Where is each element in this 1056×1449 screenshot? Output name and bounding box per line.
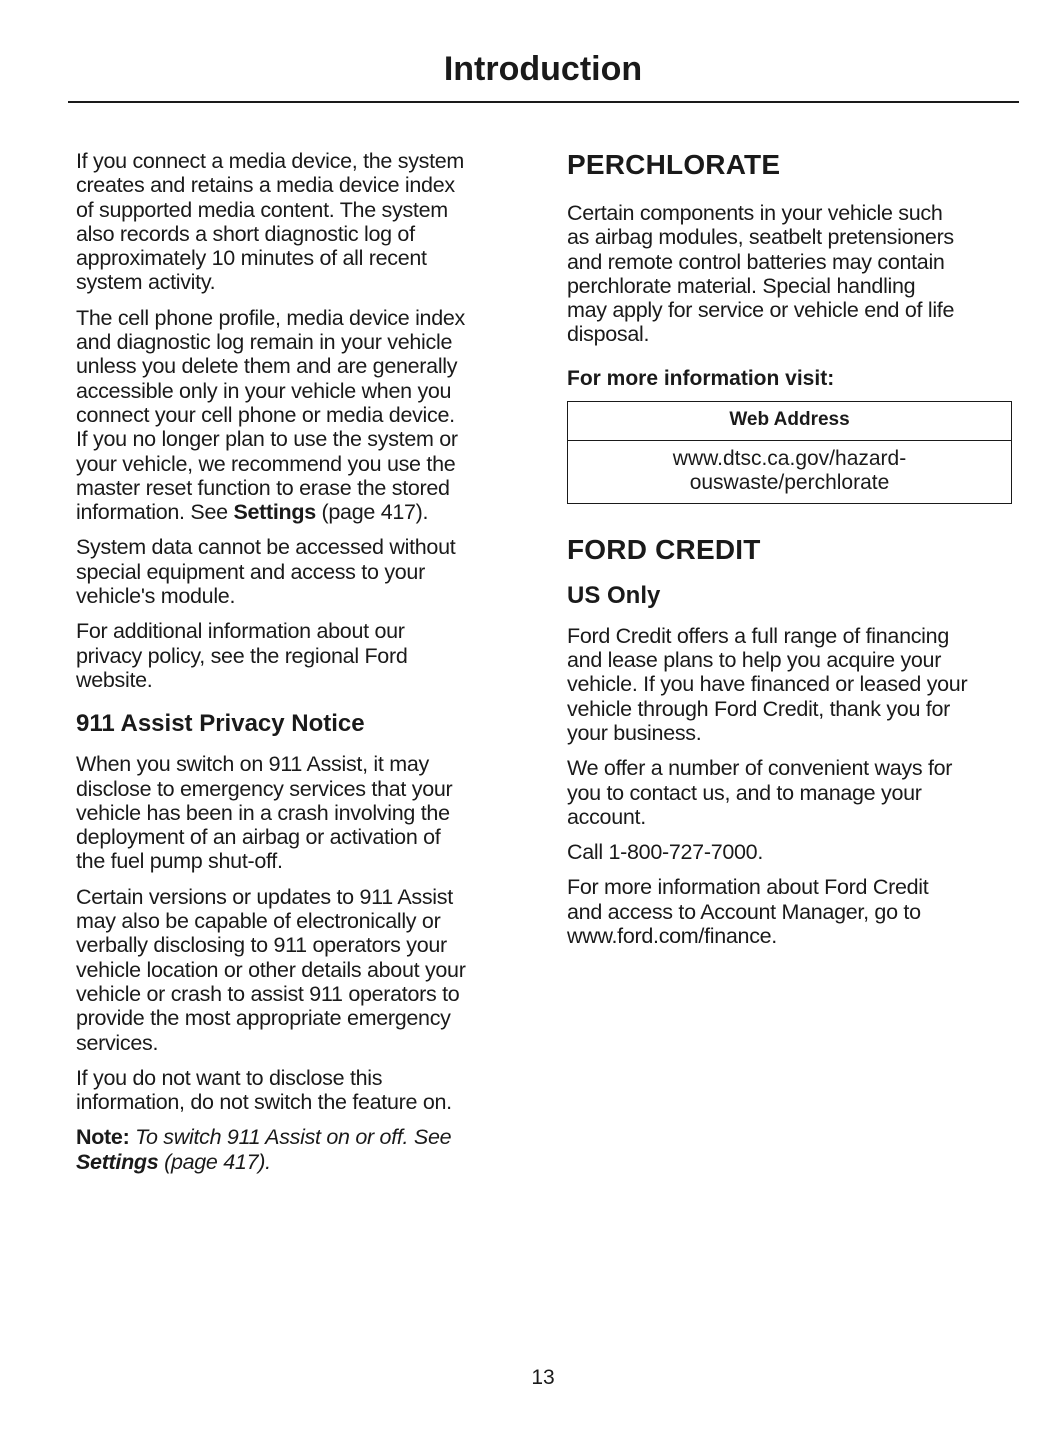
- note: [76, 1125, 522, 1174]
- header-divider: [68, 101, 1019, 103]
- table-cell-url[interactable]: www.dtsc.ca.gov/hazard- ouswaste/perchlorate: [568, 440, 1012, 503]
- text: (page 417).: [315, 500, 429, 525]
- left-column: [76, 149, 522, 1185]
- paragraph: We offer a number of convenient ways for you to contact us, and to manage your account.: [567, 756, 953, 829]
- page-number: 13: [531, 1366, 555, 1389]
- web-address-table: [567, 401, 1012, 504]
- section-heading-911-assist: 911 Assist Privacy Notice: [76, 710, 365, 738]
- more-info-label: For more information visit:: [567, 366, 835, 390]
- settings-link[interactable]: Settings: [233, 500, 316, 525]
- section-heading-perchlorate: PERCHLORATE: [567, 149, 781, 180]
- paragraph: [76, 306, 522, 525]
- paragraph: If you connect a media device, the system creates and retains a media device index of supported media content. The system also records a short diagnostic log of approximately 10 minutes of all recent system activity.: [76, 149, 465, 295]
- paragraph: Call 1-800-727-7000.: [567, 840, 763, 865]
- paragraph: System data cannot be accessed without special equipment and access to your vehicle's module.: [76, 535, 456, 609]
- table-header: Web Address: [568, 401, 1012, 440]
- text: To switch 911 Assist on or off. See: [135, 1125, 452, 1150]
- right-column: [567, 149, 1013, 959]
- text: (page 417).: [158, 1149, 271, 1174]
- paragraph: Ford Credit offers a full range of financing and lease plans to help you acquire your vehicle. If you have financed or leased your vehicle through Ford Credit, thank you for your business.: [567, 623, 968, 745]
- paragraph: Certain components in your vehicle such as airbag modules, seatbelt pretensioners and remote control batteries may contain perchlorate material. Special handling may apply for service or vehicle end of life disposal.: [567, 201, 955, 347]
- text: The cell phone profile, media device index and diagnostic log remain in your vehicle unless you delete them and are generally accessible only in your vehicle when you connect your cell phone or media device. If you no longer plan to use the system or your vehicle, we recommend you use the master reset function to erase the stored information. See: [76, 305, 465, 525]
- page-title: Introduction: [443, 50, 643, 88]
- section-heading-ford-credit: FORD CREDIT: [567, 533, 761, 565]
- paragraph: If you do not want to disclose this information, do not switch the feature on.: [76, 1065, 452, 1115]
- paragraph: For more information about Ford Credit and access to Account Manager, go to www.ford.com/finance.: [567, 875, 929, 949]
- note-label: Note:: [76, 1125, 130, 1150]
- settings-link[interactable]: Settings: [76, 1149, 159, 1174]
- paragraph: Certain versions or updates to 911 Assist may also be capable of electronically or verbally disclosing to 911 operators your vehicle location or other details about your vehicle or crash to assist 911 operators to provide the most appropriate emergency services.: [76, 884, 466, 1055]
- paragraph: For additional information about our privacy policy, see the regional Ford website.: [76, 619, 408, 692]
- subheading-us-only: US Only: [567, 581, 661, 609]
- paragraph: When you switch on 911 Assist, it may disclose to emergency services that your vehicle has been in a crash involving the deployment of an airbag or activation of the fuel pump shut-off.: [76, 752, 453, 874]
